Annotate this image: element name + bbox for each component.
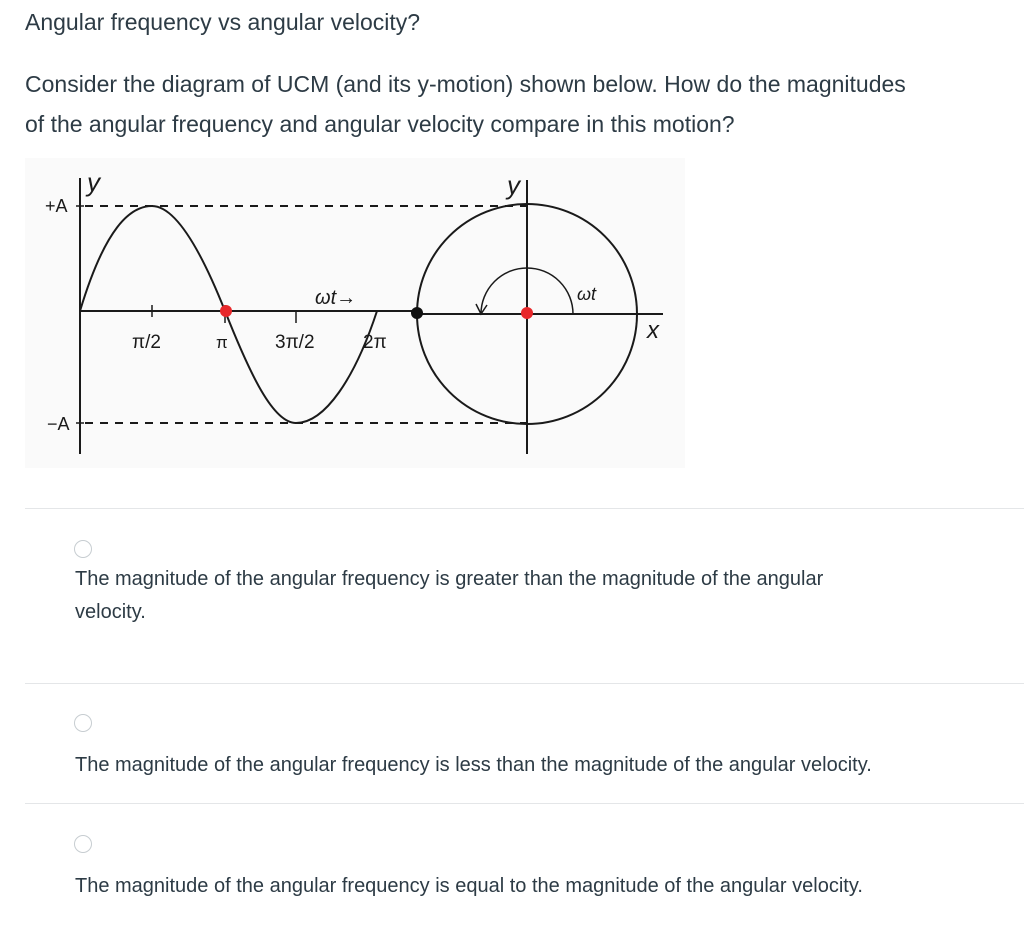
ucm-diagram-svg [25, 158, 685, 468]
tick-label-pi-over-2: π/2 [132, 332, 161, 353]
wt-angle-label: ωt [577, 284, 597, 304]
y-label-left: y [87, 167, 100, 197]
answer-text-line-1: The magnitude of the angular frequency is greater than the magnitude of the angular [75, 568, 824, 590]
answer-text [75, 563, 975, 629]
question-text [25, 64, 1024, 144]
plus-a-label: +A [45, 196, 68, 216]
tick-label-2pi: 2π [363, 332, 387, 353]
question-text-line-2: of the angular frequency and angular velocity compare in this motion? [25, 111, 735, 137]
radio-button[interactable] [74, 835, 92, 853]
black-point-circle [411, 307, 423, 319]
red-point-circle [521, 307, 533, 319]
answer-text-line-2: velocity. [75, 601, 146, 623]
ucm-diagram [25, 158, 685, 468]
tick-label-3pi-over-2: 3π/2 [275, 332, 315, 353]
question-title: Angular frequency vs angular velocity? [25, 9, 421, 35]
answer-text: The magnitude of the angular frequency is less than the magnitude of the angular velocity. [75, 754, 872, 776]
y-label-right: y [507, 170, 520, 200]
red-point-sine [220, 305, 232, 317]
answer-text: The magnitude of the angular frequency is equal to the magnitude of the angular velocity. [75, 875, 863, 897]
radio-button[interactable] [74, 714, 92, 732]
answer-option-2[interactable] [25, 684, 1024, 803]
answer-option-1[interactable] [25, 509, 1024, 683]
question-text-line-1: Consider the diagram of UCM (and its y-motion) shown below. How do the magnitudes [25, 71, 906, 97]
tick-label-pi: π [216, 333, 228, 352]
x-label: x [647, 317, 659, 344]
minus-a-label: −A [47, 414, 70, 434]
radio-button[interactable] [74, 540, 92, 558]
wt-axis-label: ωt→ [315, 287, 357, 309]
answer-option-3[interactable] [25, 804, 1024, 933]
